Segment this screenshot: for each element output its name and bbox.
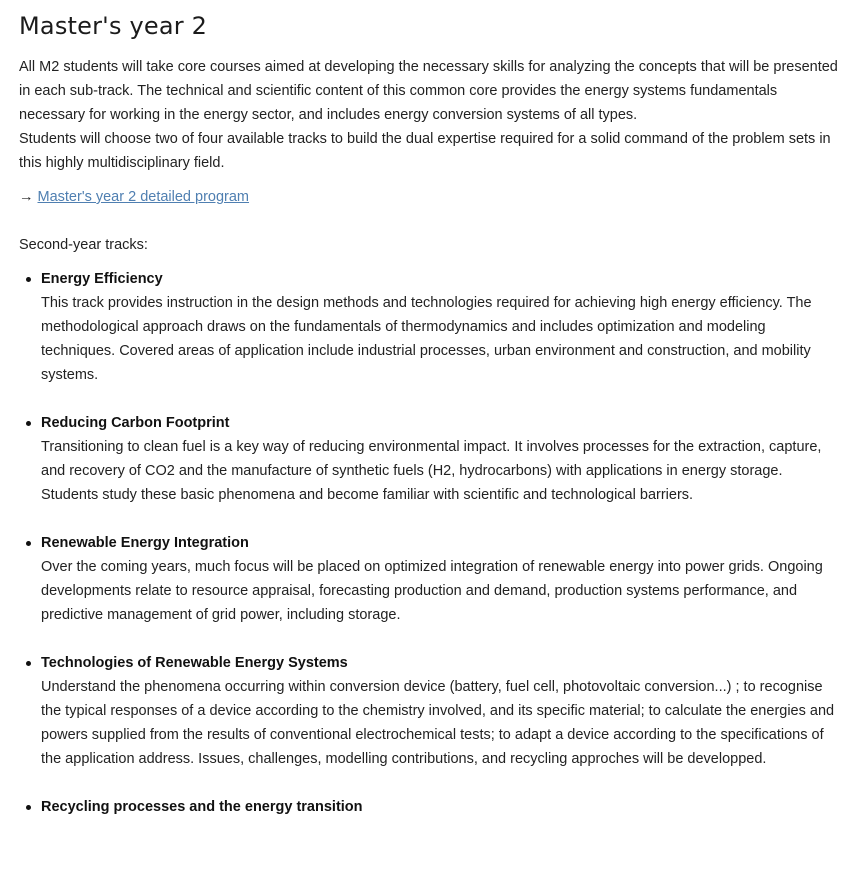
track-description: Students study these basic phenomena and become familiar with scientific and technological barriers. [41,487,694,503]
bullet-icon [26,541,31,546]
bullet-icon [26,421,31,426]
program-link-row [19,185,844,209]
page-title: Master's year 2 [19,12,208,40]
intro-text [19,55,844,175]
intro-paragraph: Students will choose two of four available tracks to build the dual expertise required for a solid command of the problem sets in this highly multidisciplinary field. [19,131,831,171]
track-title: Energy Efficiency [41,271,163,287]
track-title: Reducing Carbon Footprint [41,415,230,431]
page-content [19,0,844,843]
track-description: This track provides instruction in the design methods and technologies required for achieving high energy efficiency. The methodological approach draws on the fundamentals of thermodynamics and includes optimization and modeling techniques. Covered areas of application include industrial processes, urban environment and construction, and mobility systems. [41,295,812,383]
track-item [19,795,841,819]
track-item [19,531,841,627]
track-title: Recycling processes and the energy transition [41,799,363,815]
track-item [19,411,841,507]
track-description: Understand the phenomena occurring within conversion device (battery, fuel cell, photovoltaic conversion...) ; to recognise the typical responses of a device according to the chemistry involved, and its specific material; to calculate the energies and powers supplied from the results of conventional electrochemical tests; to adapt a device according to the specifications of the application address. Issues, challenges, modelling contributions, and recycling approches will be developped. [41,679,835,767]
intro-paragraph: All M2 students will take core courses aimed at developing the necessary skills for analyzing the concepts that will be presented in each sub-track. The technical and scientific content of this common core provides the energy systems fundamentals necessary for working in the energy sector, and includes energy conversion systems of all types. [19,59,838,123]
bullet-icon [26,805,31,810]
track-description: Over the coming years, much focus will be placed on optimized integration of renewable energy into power grids. Ongoing developments relate to resource appraisal, forecasting production and demand, production systems performance, and predictive management of grid power, including storage. [41,559,823,623]
tracks-intro: Second-year tracks: [19,237,148,253]
detailed-program-link[interactable]: Master's year 2 detailed program [37,189,250,205]
bullet-icon [26,277,31,282]
track-title: Technologies of Renewable Energy Systems [41,655,348,671]
track-title: Renewable Energy Integration [41,535,249,551]
arrow-right-icon: → [19,189,34,205]
track-item [19,651,841,771]
tracks-list [19,267,844,819]
track-item [19,267,841,387]
bullet-icon [26,661,31,666]
track-description: Transitioning to clean fuel is a key way of reducing environmental impact. It involves processes for the extraction, capture, and recovery of CO2 and the manufacture of synthetic fuels (H2, hydrocarbons) with applications in energy storage. [41,439,822,479]
